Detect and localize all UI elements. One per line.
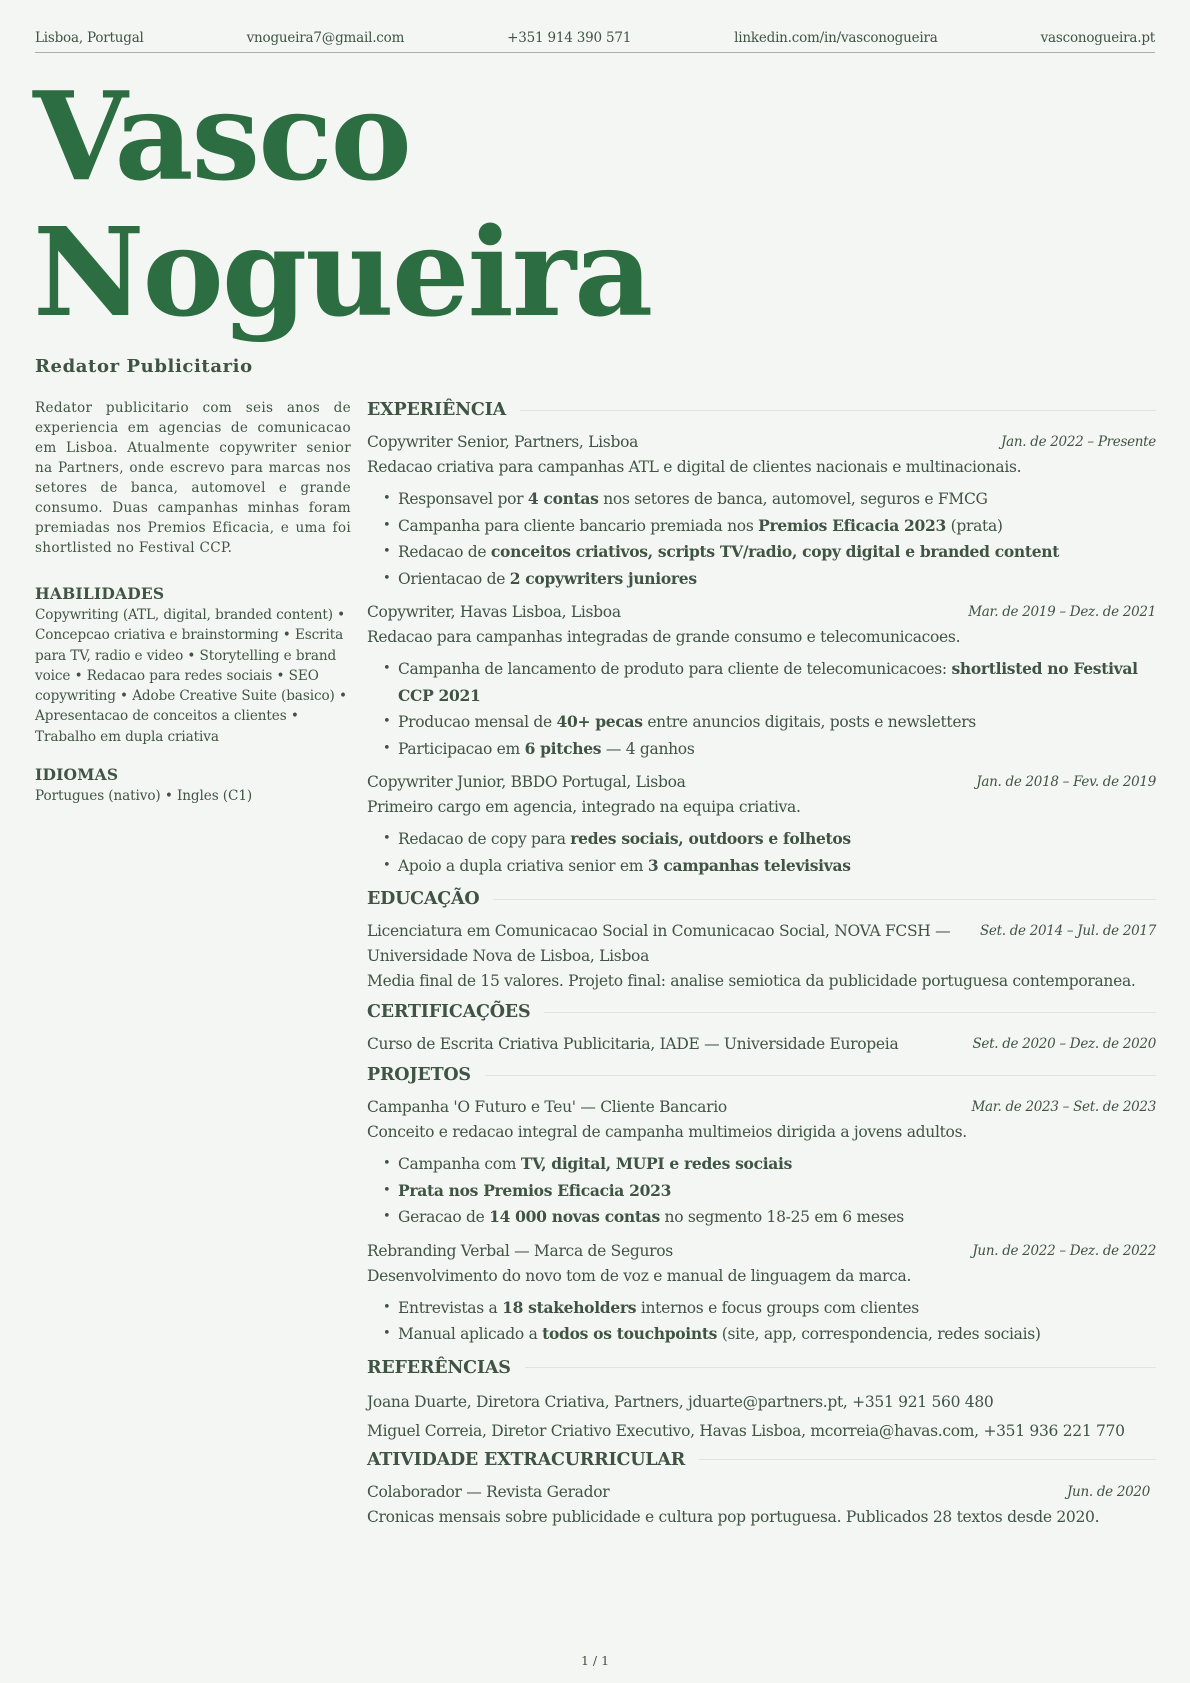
projects-heading-text: PROJETOS	[367, 1065, 471, 1085]
bullet: • Entrevistas a 18 stakeholders internos e focus groups com clientes	[398, 1295, 1156, 1322]
certification-name: Curso de Escrita Criativa Publicitaria, IADE — Universidade Europeia	[367, 1035, 899, 1053]
description: Media final de 15 valores. Projeto final: analise semiotica da publicidade portuguesa contemporanea.	[367, 972, 1136, 990]
certification-item	[367, 1032, 1156, 1057]
experience-item	[367, 770, 1156, 879]
date: Set. de 2020 – Dez. de 2020	[972, 1036, 1156, 1052]
job-title: Redator Publicitario	[35, 356, 253, 377]
project-name: Rebranding Verbal — Marca de Seguros	[367, 1241, 673, 1260]
date: Jun. de 2022 – Dez. de 2022	[972, 1242, 1156, 1259]
bullet: • Campanha para cliente bancario premiada nos Premios Eficacia 2023 (prata)	[398, 513, 1156, 540]
date: Jan. de 2018 – Fev. de 2019	[976, 774, 1156, 790]
description: Redacao para campanhas integradas de grande consumo e telecomunicacoes.	[367, 628, 961, 646]
last-name: Nogueira	[33, 200, 652, 344]
extracurricular-item	[367, 1480, 1156, 1530]
bullet: • Responsavel por 4 contas nos setores de banca, automovel, seguros e FMCG	[398, 486, 1156, 513]
certifications-heading-text: CERTIFICAÇÕES	[367, 1002, 531, 1022]
description: Redacao criativa para campanhas ATL e digital de clientes nacionais e multinacionais.	[367, 458, 1022, 476]
certifications-heading	[367, 1000, 1156, 1024]
description: Cronicas mensais sobre publicidade e cultura pop portuguesa. Publicados 28 textos desde 2020.	[367, 1507, 1100, 1526]
extracurricular-heading-text: ATIVIDADE EXTRACURRICULAR	[367, 1449, 686, 1470]
divider	[493, 899, 1156, 900]
divider	[699, 1459, 1156, 1460]
experience-heading-text: EXPERIÊNCIA	[367, 400, 506, 420]
bullet: • Redacao de conceitos criativos, scripts TV/radio, copy digital e branded content	[398, 539, 1156, 566]
references-heading	[367, 1356, 1156, 1380]
role: Copywriter Senior, Partners, Lisboa	[367, 433, 639, 451]
project-item	[367, 1095, 1156, 1231]
contact-website[interactable]: vasconogueira.pt	[1040, 30, 1155, 46]
skills-list: Copywriting (ATL, digital, branded content) • Concepcao criativa e brainstorming • Escrita para TV, radio e video • Storytelling e brand voice • Redacao para redes sociais • SEO copywriting • Adobe Creative Suite (basico) • Apresentacao de conceitos a clientes • Trabalho em dupla criativa	[35, 607, 347, 745]
activity-role: Colaborador — Revista Gerador	[367, 1482, 610, 1501]
divider	[544, 1012, 1156, 1013]
divider	[485, 1075, 1156, 1076]
page-number: 1 / 1	[580, 1653, 610, 1668]
first-name: Vasco	[33, 64, 410, 208]
description: Desenvolvimento do novo tom de voz e manual de linguagem da marca.	[367, 1266, 912, 1285]
candidate-name	[33, 64, 652, 344]
bullet: • Geracao de 14 000 novas contas no segmento 18-25 em 6 meses	[398, 1204, 1156, 1231]
experience-heading	[367, 398, 1156, 422]
description: Primeiro cargo em agencia, integrado na equipa criativa.	[367, 798, 801, 816]
project-name: Campanha 'O Futuro e Teu' — Cliente Bancario	[367, 1098, 727, 1116]
description: Conceito e redacao integral de campanha multimeios dirigida a jovens adultos.	[367, 1123, 967, 1141]
contact-bar	[35, 26, 1155, 53]
experience-item	[367, 430, 1156, 592]
date: Jun. de 2020	[1066, 1483, 1150, 1500]
bullet: • Orientacao de 2 copywriters juniores	[398, 566, 1156, 593]
role: Copywriter Junior, BBDO Portugal, Lisboa	[367, 773, 686, 791]
education-heading	[367, 887, 1156, 911]
bullet: • Prata nos Premios Eficacia 2023	[398, 1178, 1156, 1205]
sidebar	[35, 398, 351, 824]
references-heading-text: REFERÊNCIAS	[367, 1357, 511, 1378]
main-content	[367, 398, 1156, 1536]
reference-item: Joana Duarte, Diretora Criativa, Partners, jduarte@partners.pt, +351 921 560 480	[367, 1392, 994, 1411]
education-heading-text: EDUCAÇÃO	[367, 889, 480, 909]
divider	[520, 410, 1156, 411]
bullet: • Campanha de lancamento de produto para cliente de telecomunicacoes: shortlisted no Festival CCP 2021	[398, 656, 1156, 709]
contact-linkedin[interactable]: linkedin.com/in/vasconogueira	[734, 30, 938, 46]
skills-heading: HABILIDADES	[35, 584, 165, 603]
bullet: • Producao mensal de 40+ pecas entre anuncios digitais, posts e newsletters	[398, 709, 1156, 736]
languages-heading: IDIOMAS	[35, 765, 119, 785]
contact-email[interactable]: vnogueira7@gmail.com	[246, 30, 405, 46]
bullet: • Manual aplicado a todos os touchpoints (site, app, correspondencia, redes sociais)	[398, 1321, 1156, 1348]
education-item	[367, 919, 1156, 994]
extracurricular-heading	[367, 1448, 1156, 1472]
contact-location: Lisboa, Portugal	[35, 30, 144, 46]
bullet: • Participacao em 6 pitches — 4 ganhos	[398, 736, 1156, 763]
summary: Redator publicitario com seis anos de experiencia em agencias de comunicacao em Lisboa. Atualmente copywriter senior na Partners, onde escrevo para marcas nos setores de banca, automovel e grande consumo. Duas campanhas minhas foram premiadas nos Premios Eficacia, e uma foi shortlisted no Festival CCP.	[35, 400, 351, 556]
role: Copywriter, Havas Lisboa, Lisboa	[367, 603, 621, 621]
date: Set. de 2014 – Jul. de 2017	[979, 923, 1156, 939]
bullet: • Apoio a dupla criativa senior em 3 campanhas televisivas	[398, 853, 1156, 880]
degree: Licenciatura em Comunicacao Social in Comunicacao Social, NOVA FCSH — Universidade Nova de Lisboa, Lisboa	[367, 922, 951, 965]
divider	[525, 1367, 1156, 1368]
date: Mar. de 2019 – Dez. de 2021	[968, 604, 1156, 620]
bullet: • Campanha com TV, digital, MUPI e redes sociais	[398, 1151, 1156, 1178]
reference-item: Miguel Correia, Diretor Criativo Executivo, Havas Lisboa, mcorreia@havas.com, +351 936 221 770	[367, 1421, 1125, 1440]
date: Mar. de 2023 – Set. de 2023	[971, 1099, 1156, 1115]
project-item	[367, 1239, 1156, 1348]
bullet: • Redacao de copy para redes sociais, outdoors e folhetos	[398, 826, 1156, 853]
contact-phone[interactable]: +351 914 390 571	[507, 30, 632, 46]
date: Jan. de 2022 – Presente	[1000, 434, 1156, 450]
languages-list: Portugues (nativo) • Ingles (C1)	[35, 788, 253, 805]
projects-heading	[367, 1063, 1156, 1087]
experience-item	[367, 600, 1156, 762]
